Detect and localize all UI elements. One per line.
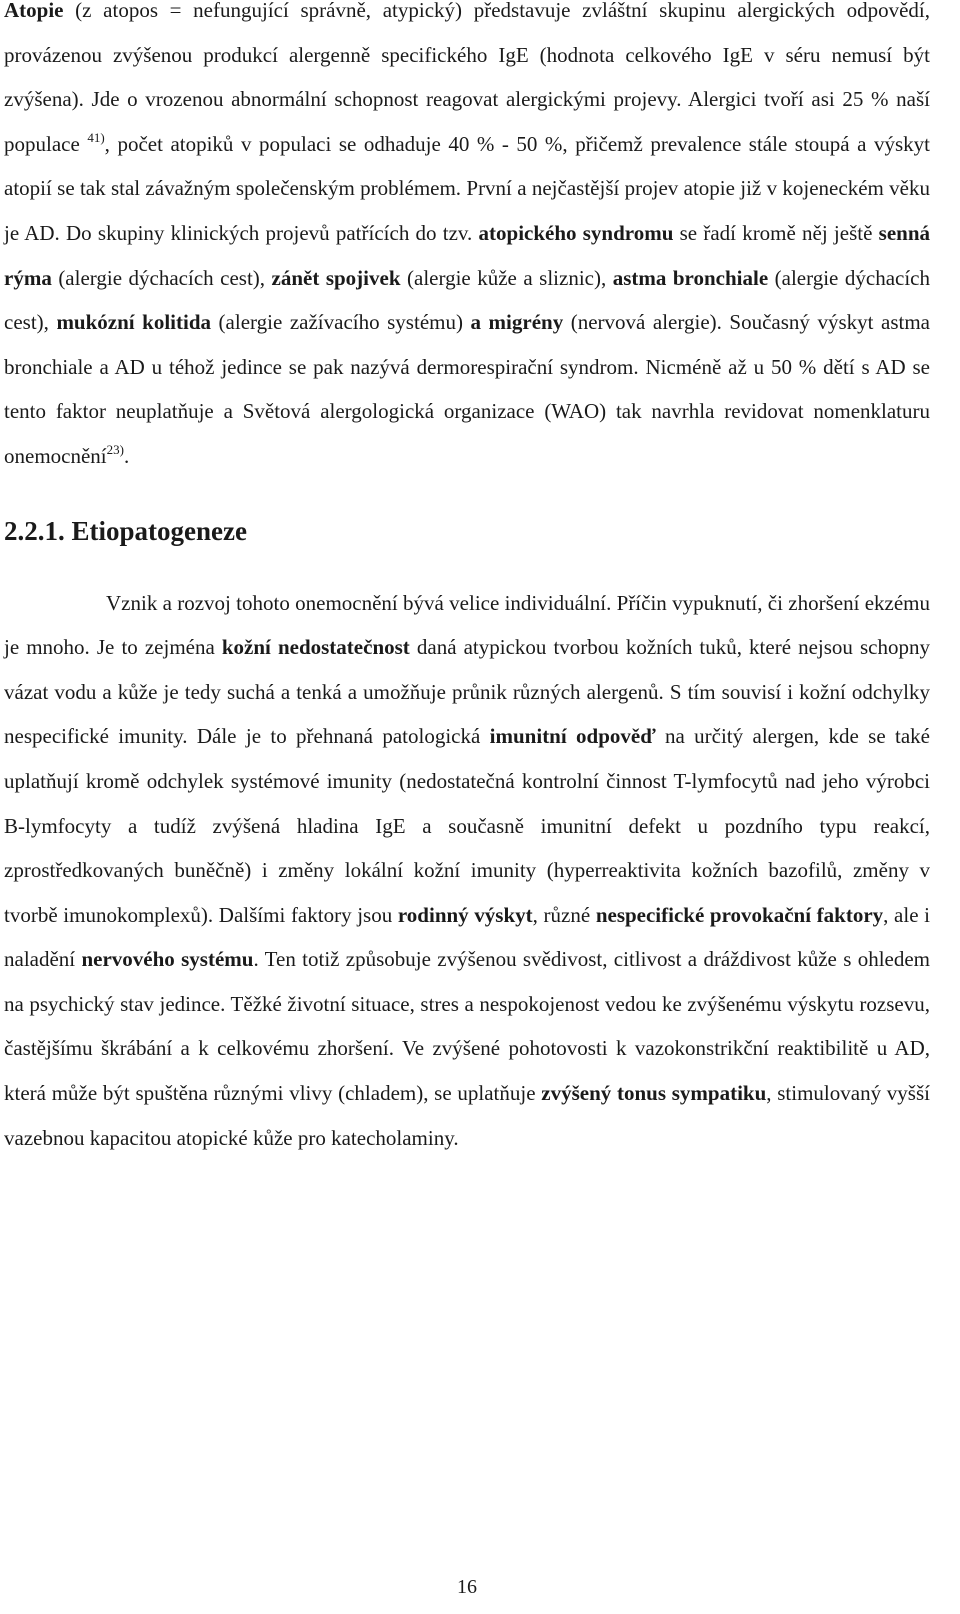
paragraph-text: (alergie zažívacího systému) [211,310,471,335]
paragraph-text: (alergie dýchacích cest), [4,265,930,335]
bold-term: mukózní kolitida [56,310,212,335]
paragraph-text: , ale i naladění [4,902,930,972]
bold-term: imunitní odpověď [489,724,656,749]
paragraph-etiopatogeneze [4,581,930,1161]
paragraph-text: daná atypickou tvorbou kožních tuků, které nejsou schopny vázat vodu a kůže je tedy suchá a tenká a umožňuje průnik různých alergenů. S tím souvisí i kožní odchylky nespecifické imunity. Dále je to přehnaná patologická [4,635,930,749]
paragraph-text: (nervová alergie). Současný výskyt astma bronchiale a AD u téhož jedince se pak nazývá dermorespirační syndrom. Nicméně až u 50 % dětí s AD se tento faktor neuplatňuje a Světová alergologická organizace (WAO) tak navrhla revidovat nomenklaturu onemocnění [4,310,930,468]
bold-term: a migrény [470,310,564,335]
paragraph-text: . Ten totiž způsobuje zvýšenou svědivost, citlivost a dráždivost kůže s ohledem na psychický stav jedince. Těžké životní situace, stres a nespokojenost vedou ke zvýšenému výskytu rozsevu, častějšímu škrábání a k celkovému zhoršení. Ve zvýšené pohotovosti k vazokonstrikční reaktibilitě u AD, která může být spuštěna různými vlivy (chladem), se uplatňuje [4,947,931,1106]
paragraph-text: (alergie dýchacích cest), [51,265,272,290]
term-atopie: Atopie [4,0,64,22]
paragraph-text: , počet atopiků v populaci se odhaduje 40 % - 50 %, přičemž prevalence stále stoupá a výskyt atopií se tak stal závažným společenským problémem. První a nejčastější projev atopie již v kojeneckém věku je AD. Do skupiny klinických projevů patřících do tzv. [4,131,931,245]
section-heading: 2.2.1. Etiopatogeneze [4,515,247,546]
reference-marker: 23) [106,441,124,457]
bold-term: nespecifické provokační faktory [595,902,884,927]
bold-term: senná rýma [4,220,930,290]
paragraph-text: . [123,443,130,468]
paragraph-text: , různé [532,902,596,927]
bold-term: nervového systému [81,947,254,972]
paragraph-text: na určitý alergen, kde se také uplatňují kromě odchylek systémové imunity (nedostatečná kontrolní činnost T-lymfocytů nad jeho výrobci B-lymfocyty a tudíž zvýšená hladina IgE a současně imunitní defekt u pozdního typu reakcí, zprostředkovaných buněčně) i změny lokální kožní imunity (hyperreaktivita kožních bazofilů, změny v tvorbě imunokomplexů). Dalšími faktory jsou [4,724,930,927]
paragraph-text: (alergie kůže a sliznic), [400,265,613,290]
bold-term: atopického syndromu [478,220,674,245]
document-page [4,0,930,1160]
bold-term: rodinný výskyt [397,902,533,927]
paragraph-text: (z atopos = nefungující správně, atypický) představuje zvláštní skupinu alergických odpovědí, provázenou zvýšenou produkcí alergenně specifického IgE (hodnota celkového IgE v séru nemusí být zvýšena). Jde o vrozenou abnormální schopnost reagovat alergickými projevy. Alergici tvoří asi 25 % naší populace [4,0,930,156]
reference-marker: 41) [87,129,105,145]
bold-term: zánět spojivek [271,265,401,290]
bold-term: zvýšený tonus sympatiku [541,1081,767,1106]
paragraph-text: se řadí kromě něj ještě [673,220,879,245]
page-number: 16 [457,1576,477,1598]
bold-term: kožní nedostatečnost [221,635,410,660]
paragraph-atopie [4,0,930,479]
paragraph-text: Vznik a rozvoj tohoto onemocnění bývá velice individuální. Příčin vypuknutí, či zhoršení ekzému je mnoho. Je to zejména [4,590,930,660]
paragraph-text: , stimulovaný vyšší vazebnou kapacitou atopické kůže pro katecholaminy. [4,1081,930,1150]
bold-term: astma bronchiale [612,265,769,290]
